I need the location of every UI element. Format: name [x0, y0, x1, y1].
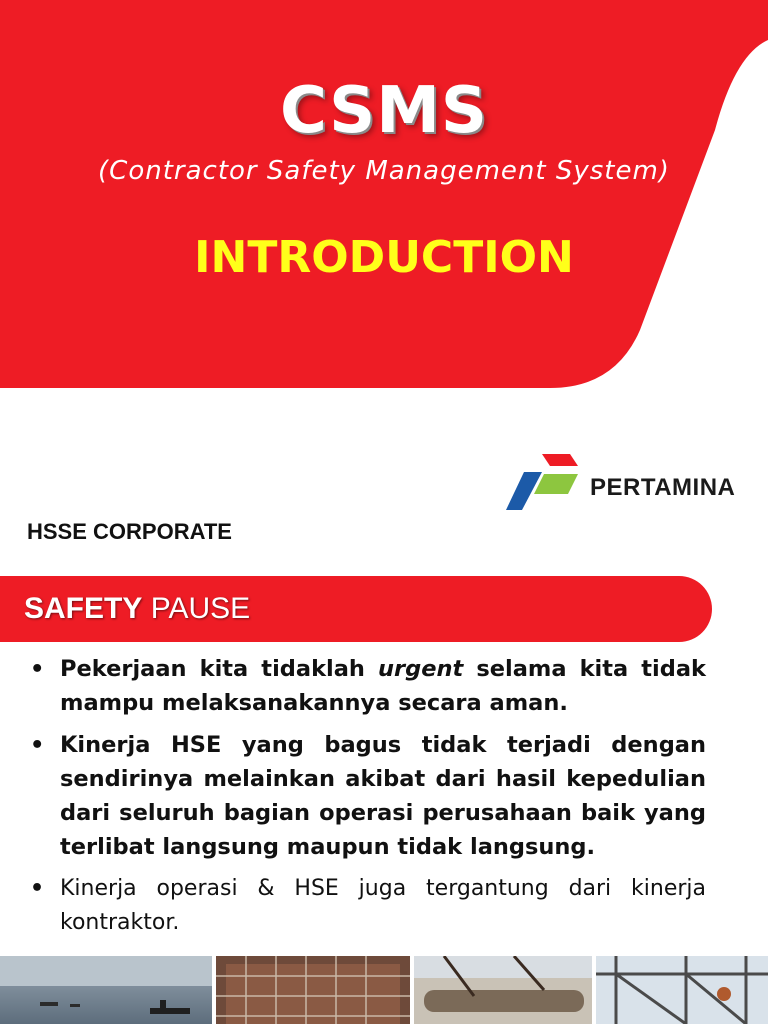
bullet-item: • Kinerja HSE yang bagus tidak terjadi dengan sendirinya melainkan akibat dari hasil kepedulian dari seluruh bagian operasi perusahaan baik yang terlibat langsung maupun tidak langsung.	[30, 728, 706, 864]
section-title	[24, 592, 250, 626]
bullet-text: selama kita tidak mampu melaksanakannya secara aman.	[60, 656, 706, 716]
pertamina-wordmark: PERTAMINA	[590, 474, 736, 501]
pipeline-construction-photo	[414, 956, 592, 1024]
pertamina-logo-icon	[504, 452, 584, 514]
pertamina-logo	[504, 452, 754, 514]
section-title-rest: PAUSE	[142, 592, 251, 625]
intro-heading: INTRODUCTION	[194, 232, 574, 283]
bullet-list	[30, 652, 706, 948]
title-banner	[0, 0, 768, 390]
bullet-emphasis: urgent	[378, 656, 464, 682]
steel-structure-worker-photo	[596, 956, 768, 1024]
bullet-item	[30, 652, 706, 720]
offshore-platform-photo	[0, 956, 212, 1024]
section-title-bold: SAFETY	[24, 592, 143, 625]
section-header-bar	[0, 576, 712, 642]
slide-subtitle: (Contractor Safety Management System)	[98, 156, 670, 186]
bullet-item: • Kinerja operasi & HSE juga tergantung dari kinerja kontraktor.	[30, 872, 706, 940]
slide-title: CSMS	[279, 74, 489, 148]
banner-shape	[0, 0, 768, 390]
department-label: HSSE CORPORATE	[27, 519, 232, 544]
ship-hull-scaffolding-photo	[216, 956, 410, 1024]
photo-strip	[0, 956, 768, 1024]
bullet-text: Pekerjaan kita tidaklah	[60, 656, 379, 682]
